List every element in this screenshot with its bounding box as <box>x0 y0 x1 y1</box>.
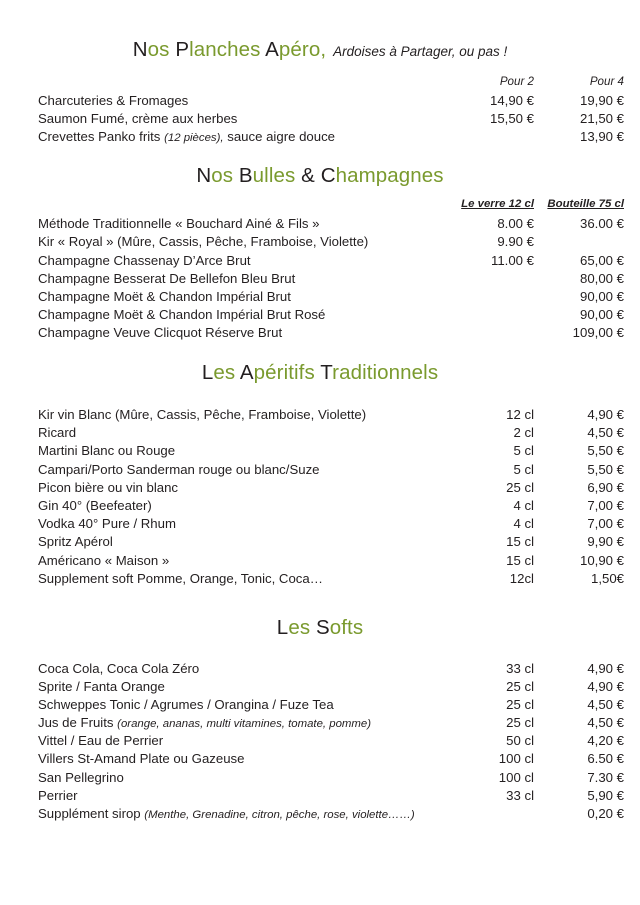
menu-item-name: San Pellegrino <box>38 769 124 785</box>
section-aperitifs <box>0 343 640 588</box>
menu-item-row <box>0 129 640 147</box>
heading-initial: N <box>196 164 212 188</box>
section-planches-rows <box>0 75 640 148</box>
menu-item-volume-or-price-2: 15,50 € <box>490 110 534 126</box>
section-bulles <box>0 147 640 343</box>
heading-rest: os <box>211 164 234 188</box>
menu-item-volume-or-price-2: 25 cl <box>506 696 534 712</box>
menu-item-name: Supplément sirop (Menthe, Grenadine, citron, pêche, rose, violette……) <box>38 806 415 821</box>
heading-initial: L <box>276 615 289 639</box>
menu-item-name: Vittel / Eau de Perrier <box>38 733 164 749</box>
heading-initial: C <box>320 164 336 188</box>
menu-item-row <box>0 289 640 307</box>
menu-item-volume-or-price-2: 100 cl <box>498 751 534 767</box>
menu-item-volume-or-price-2: 9.90 € <box>497 234 534 250</box>
section-planches-heading <box>133 38 326 63</box>
column-header-right: Bouteille 75 cl <box>547 197 624 210</box>
menu-item-row <box>0 443 640 461</box>
section-softs-table <box>0 661 640 825</box>
section-planches-subtitle: Ardoises à Partager, ou pas ! <box>333 44 508 59</box>
menu-item-price: 13,90 € <box>580 129 624 145</box>
menu-item-name: Gin 40° (Beefeater) <box>38 497 152 513</box>
section-aperitifs-rows <box>0 407 640 589</box>
menu-item-volume-or-price-2: 33 cl <box>506 660 534 676</box>
menu-item-price: 90,00 € <box>580 288 624 304</box>
heading-initial: L <box>201 361 214 385</box>
menu-item-volume-or-price-2: 14,90 € <box>490 92 534 108</box>
column-header-row <box>0 198 640 216</box>
menu-item-price: 6.50 € <box>587 751 624 767</box>
menu-item-price: 9,90 € <box>587 534 624 550</box>
menu-item-volume-or-price-2 <box>442 806 534 824</box>
menu-item-name: Méthode Traditionnelle « Bouchard Ainé & Fils » <box>38 216 320 232</box>
menu-item-row <box>0 679 640 697</box>
heading-initial: N <box>132 38 148 61</box>
menu-item-name: Jus de Fruits (orange, ananas, multi vitamines, tomate, pomme) <box>38 715 372 731</box>
menu-item-row <box>0 271 640 289</box>
menu-item-row <box>0 111 640 129</box>
menu-item-row <box>0 253 640 271</box>
menu-item-name: Crevettes Panko frits (12 pièces), sauce aigre douce <box>38 129 336 145</box>
menu-item-volume-or-price-2 <box>442 307 534 325</box>
menu-item-name: Kir vin Blanc (Mûre, Cassis, Pêche, Framboise, Violette) <box>38 407 367 423</box>
menu-item-price: 6,90 € <box>587 479 624 495</box>
menu-item-volume-or-price-2: 15 cl <box>506 534 534 550</box>
menu-item-price: 10,90 € <box>580 552 624 568</box>
menu-item-price: 19,90 € <box>580 92 624 108</box>
spacer <box>0 641 640 661</box>
section-softs <box>0 589 640 824</box>
spacer <box>0 386 640 407</box>
menu-item-row <box>0 462 640 480</box>
column-header-right: Pour 4 <box>589 74 624 88</box>
menu-item-price: 21,50 € <box>580 110 624 126</box>
menu-item-price: 4,50 € <box>587 696 624 712</box>
menu-item-row <box>0 697 640 715</box>
column-header-mid: Pour 2 <box>499 74 534 88</box>
menu-item-row <box>0 788 640 806</box>
menu-item-row <box>0 325 640 343</box>
heading-rest: es <box>288 615 311 639</box>
menu-item-name: Spritz Apérol <box>38 534 113 550</box>
menu-item-note: (Menthe, Grenadine, citron, pêche, rose, violette……) <box>144 809 415 821</box>
menu-item-volume-or-price-2: 25 cl <box>506 678 534 694</box>
menu-item-volume-or-price-2: 5 cl <box>513 443 534 459</box>
menu-item-volume-or-price-2 <box>442 289 534 307</box>
menu-item-volume-or-price-2: 100 cl <box>498 769 534 785</box>
heading-initial: B <box>238 164 253 188</box>
menu-item-volume-or-price-2: 5 cl <box>513 461 534 477</box>
menu-item-price: 4,90 € <box>587 660 624 676</box>
column-header-row <box>0 75 640 93</box>
menu-item-volume-or-price-2: 15 cl <box>506 552 534 568</box>
heading-rest: raditionnels <box>332 361 439 385</box>
menu-item-name: Charcuteries & Fromages <box>38 92 189 108</box>
heading-rest: os <box>147 38 170 61</box>
menu-item-price: 0,20 € <box>587 806 624 821</box>
menu-item-price: 36.00 € <box>580 216 624 232</box>
menu-item-price: 4,50 € <box>587 425 624 441</box>
column-header-mid: Le verre 12 cl <box>461 197 534 210</box>
menu-item-volume-or-price-2: 4 cl <box>513 516 534 532</box>
menu-item-name: Supplement soft Pomme, Orange, Tonic, Coca… <box>38 570 323 586</box>
heading-rest: es <box>213 361 236 385</box>
menu-item-price: 7.30 € <box>587 769 624 785</box>
menu-item-price: 1,50€ <box>590 570 624 586</box>
heading-initial: & <box>301 164 315 188</box>
menu-item-row <box>0 715 640 733</box>
menu-item-name: Kir « Royal » (Mûre, Cassis, Pêche, Framboise, Violette) <box>38 234 369 250</box>
menu-item-row <box>0 571 640 589</box>
menu-item-row <box>0 751 640 769</box>
section-bulles-heading <box>0 164 640 189</box>
menu-item-price <box>534 234 640 252</box>
section-softs-heading <box>0 616 640 641</box>
column-header-spacer <box>0 75 442 93</box>
menu-item-row <box>0 516 640 534</box>
heading-rest: ofts <box>329 615 364 639</box>
menu-item-name: Martini Blanc ou Rouge <box>38 443 176 459</box>
menu-item-price: 90,00 € <box>580 307 624 323</box>
heading-initial: P <box>175 38 190 61</box>
menu-item-row <box>0 307 640 325</box>
menu-item-name: Ricard <box>38 425 77 441</box>
menu-item-name: Vodka 40° Pure / Rhum <box>38 516 176 532</box>
section-bulles-table <box>0 198 640 344</box>
section-planches <box>0 0 640 147</box>
menu-item-name: Champagne Besserat De Bellefon Bleu Brut <box>38 270 296 286</box>
menu-item-volume-or-price-2: 11.00 € <box>490 252 534 268</box>
section-bulles-rows <box>0 198 640 344</box>
heading-initial: A <box>265 38 279 61</box>
section-aperitifs-heading <box>0 361 640 386</box>
heading-initial: A <box>239 361 254 385</box>
menu-item-volume-or-price-2 <box>442 325 534 343</box>
menu-item-price: 4,20 € <box>587 733 624 749</box>
heading-rest: péro, <box>278 38 327 61</box>
heading-rest: lanches <box>189 38 261 61</box>
menu-item-price: 4,90 € <box>587 678 624 694</box>
menu-item-name: Schweppes Tonic / Agrumes / Orangina / Fuze Tea <box>38 696 334 712</box>
menu-item-name: Sprite / Fanta Orange <box>38 678 165 694</box>
menu-item-volume-or-price-2: 50 cl <box>506 733 534 749</box>
menu-item-row <box>0 93 640 111</box>
menu-item-volume-or-price-2 <box>442 129 534 147</box>
menu-item-name: Champagne Moët & Chandon Impérial Brut <box>38 288 291 304</box>
section-planches-title-row <box>0 38 640 63</box>
spacer <box>0 189 640 198</box>
menu-item-name: Perrier <box>38 787 78 803</box>
menu-item-name: Champagne Veuve Clicquot Réserve Brut <box>38 325 283 341</box>
menu-item-row <box>0 425 640 443</box>
menu-item-row <box>0 480 640 498</box>
menu-item-name: Villers St-Amand Plate ou Gazeuse <box>38 751 245 767</box>
menu-item-volume-or-price-2: 12cl <box>509 570 534 586</box>
column-header-spacer <box>0 198 442 216</box>
menu-item-name: Américano « Maison » <box>38 552 170 568</box>
menu-item-price: 4,50 € <box>587 715 624 731</box>
section-planches-table <box>0 75 640 148</box>
menu-item-row <box>0 534 640 552</box>
menu-item-row <box>0 806 640 824</box>
heading-rest: péritifs <box>253 361 315 385</box>
menu-item-volume-or-price-2: 33 cl <box>506 787 534 803</box>
menu-item-name: Coca Cola, Coca Cola Zéro <box>38 660 200 676</box>
heading-rest: ulles <box>252 164 296 188</box>
menu-item-volume-or-price-2: 25 cl <box>506 715 534 731</box>
menu-item-row <box>0 498 640 516</box>
menu-item-price: 80,00 € <box>580 270 624 286</box>
menu-item-volume-or-price-2: 4 cl <box>513 497 534 513</box>
menu-item-name: Champagne Chassenay D’Arce Brut <box>38 252 251 268</box>
menu-item-row <box>0 553 640 571</box>
menu-item-name: Champagne Moët & Chandon Impérial Brut Rosé <box>38 307 326 323</box>
menu-item-row <box>0 770 640 788</box>
menu-item-price: 5,50 € <box>587 443 624 459</box>
menu-item-volume-or-price-2: 12 cl <box>506 407 534 423</box>
menu-item-volume-or-price-2: 25 cl <box>506 479 534 495</box>
menu-item-volume-or-price-2: 8.00 € <box>497 216 534 232</box>
section-aperitifs-table <box>0 407 640 589</box>
menu-item-volume-or-price-2: 2 cl <box>513 425 534 441</box>
menu-item-name: Campari/Porto Sanderman rouge ou blanc/Suze <box>38 461 320 477</box>
menu-item-price: 5,50 € <box>587 461 624 477</box>
menu-item-note: (12 pièces), <box>164 132 224 145</box>
menu-item-volume-or-price-2 <box>442 271 534 289</box>
menu-item-price: 4,90 € <box>587 407 624 423</box>
menu-item-price: 109,00 € <box>572 325 624 341</box>
heading-initial: T <box>320 361 333 385</box>
menu-item-row <box>0 407 640 425</box>
heading-initial: S <box>315 615 330 639</box>
menu-item-name: Picon bière ou vin blanc <box>38 479 179 495</box>
menu-item-row <box>0 216 640 234</box>
menu-item-row <box>0 733 640 751</box>
menu-item-price: 7,00 € <box>587 516 624 532</box>
menu-item-row <box>0 234 640 252</box>
section-softs-rows <box>0 661 640 825</box>
menu-item-price: 5,90 € <box>587 787 624 803</box>
menu-item-name: Saumon Fumé, crème aux herbes <box>38 110 238 126</box>
menu-item-price: 7,00 € <box>587 497 624 513</box>
menu-item-row <box>0 661 640 679</box>
menu-item-note: (orange, ananas, multi vitamines, tomate, pomme) <box>117 718 372 731</box>
menu-item-price: 65,00 € <box>580 252 624 268</box>
spacer <box>0 63 640 75</box>
heading-rest: hampagnes <box>335 164 444 188</box>
